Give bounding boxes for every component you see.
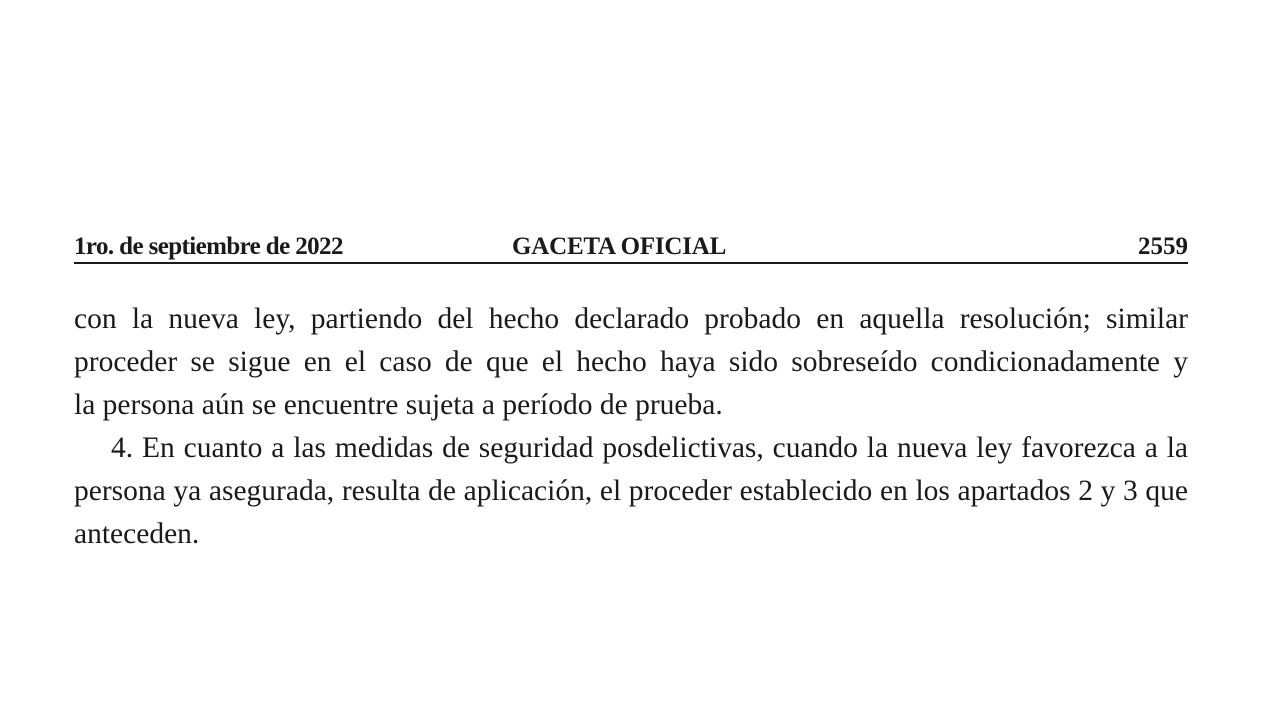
text-line: anteceden. bbox=[74, 518, 200, 550]
gazette-page bbox=[74, 228, 1188, 556]
text-line: proceder se sigue en el caso de que el hecho haya sido sobreseído condicionadamente y bbox=[74, 346, 1188, 378]
text-line: la persona aún se encuentre sujeta a período de prueba. bbox=[74, 389, 723, 421]
body-text bbox=[74, 298, 1188, 556]
text-line: 4. En cuanto a las medidas de seguridad posdelictivas, cuando la nueva ley favorezca a la bbox=[111, 432, 1188, 464]
header-page-number: 2559 bbox=[1138, 233, 1188, 260]
header-title: GACETA OFICIAL bbox=[512, 233, 727, 260]
header-date: 1ro. de septiembre de 2022 bbox=[74, 233, 343, 260]
page-header bbox=[74, 228, 1188, 264]
text-line: con la nueva ley, partiendo del hecho declarado probado en aquella resolución; similar bbox=[74, 303, 1188, 335]
text-line: persona ya asegurada, resulta de aplicación, el proceder establecido en los apartados 2 y 3 que bbox=[74, 475, 1188, 507]
